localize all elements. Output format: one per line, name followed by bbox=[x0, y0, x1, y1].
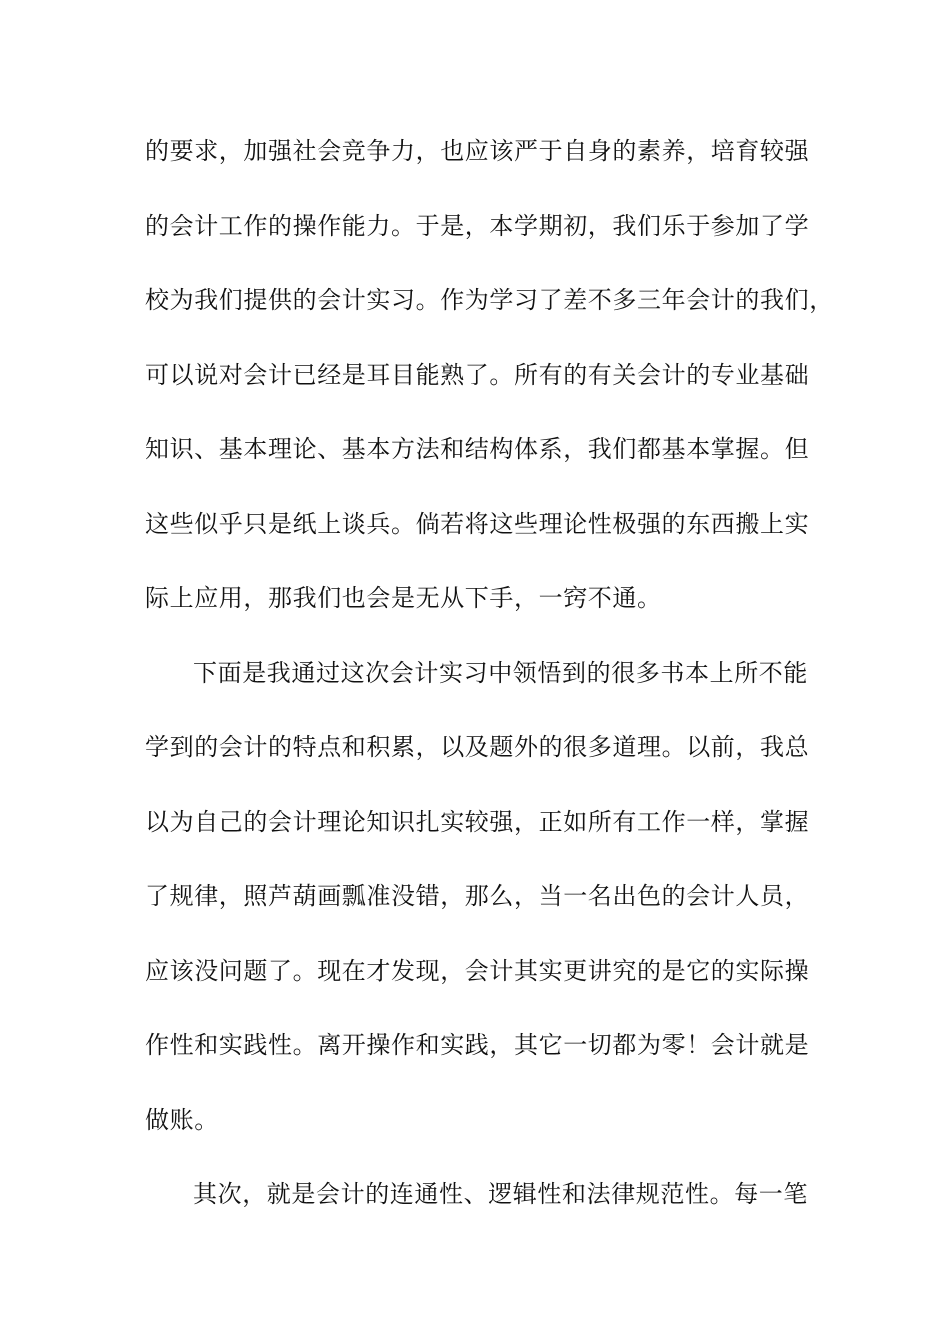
text-line: 以为自己的会计理论知识扎实较强，正如所有工作一样，掌握 bbox=[145, 807, 810, 836]
text-line: 校为我们提供的会计实习。作为学习了差不多三年会计的我们， bbox=[145, 286, 834, 314]
text-line: 做账。 bbox=[145, 1105, 219, 1134]
text-line: 可以说对会计已经是耳目能熟了。所有的有关会计的专业基础 bbox=[145, 360, 810, 389]
paragraph-start-line: 下面是我通过这次会计实习中领悟到的很多书本上所不能 bbox=[193, 658, 808, 687]
text-line: 应该没问题了。现在才发现，会计其实更讲究的是它的实际操 bbox=[145, 956, 810, 985]
text-line: 了规律，照芦葫画瓢准没错，那么，当一名出色的会计人员， bbox=[145, 882, 810, 910]
text-line: 的要求，加强社会竞争力，也应该严于自身的素养，培育较强 bbox=[145, 137, 810, 165]
text-line: 作性和实践性。离开操作和实践，其它一切都为零！会计就是 bbox=[145, 1031, 810, 1059]
body-text bbox=[145, 127, 834, 1245]
text-line: 知识、基本理论、基本方法和结构体系，我们都基本掌握。但 bbox=[145, 435, 810, 463]
text-line: 际上应用，那我们也会是无从下手，一窍不通。 bbox=[145, 584, 662, 612]
text-line: 这些似乎只是纸上谈兵。倘若将这些理论性极强的东西搬上实 bbox=[145, 509, 810, 538]
paragraph-start-line: 其次，就是会计的连通性、逻辑性和法律规范性。每一笔 bbox=[193, 1180, 808, 1208]
text-line: 的会计工作的操作能力。于是，本学期初，我们乐于参加了学 bbox=[145, 211, 810, 240]
text-line: 学到的会计的特点和积累，以及题外的很多道理。以前，我总 bbox=[145, 733, 810, 761]
